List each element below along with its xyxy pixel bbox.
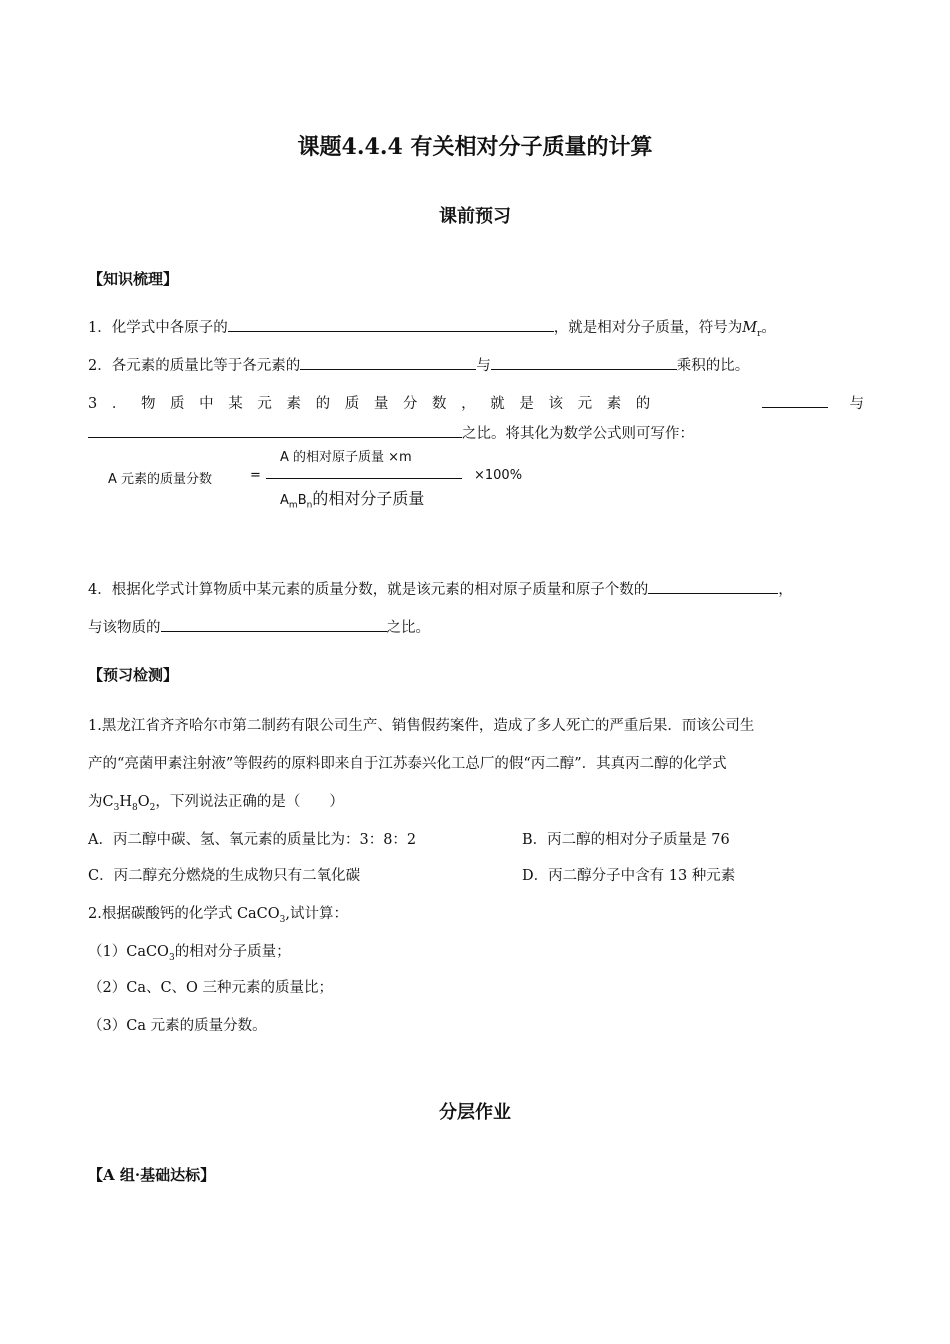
symbol-mr: M [742, 320, 758, 336]
symbol-subscript: r [757, 328, 762, 339]
den-m: m [288, 500, 298, 511]
item-text: 与 [476, 358, 491, 374]
item-text: 之比。将其化为数学公式则可写作： [462, 426, 694, 442]
den-a: A [280, 493, 289, 508]
knowledge-item-2 [88, 354, 749, 375]
question-1-line1: 1.黑龙江省齐齐哈尔市第二制药有限公司生产、销售假药案件，造成了多人死亡的严重后果．而该公司生 [88, 718, 755, 734]
formula-equals: = [250, 468, 261, 483]
formula-lhs: A 元素的质量分数 [108, 472, 213, 487]
knowledge-item-4-line2 [88, 616, 430, 637]
blank[interactable] [161, 617, 387, 632]
item-text: 之比。 [386, 620, 430, 636]
option-c[interactable]: C．丙二醇充分燃烧的生成物只有二氧化碳 [88, 868, 361, 884]
item-text: （1）CaCO [88, 944, 169, 960]
item-text: 与该物质的 [88, 620, 161, 636]
section-knowledge: 【知识梳理】 [88, 270, 179, 288]
knowledge-item-3-line1 [88, 392, 864, 413]
item-text: 的相对分子质量； [174, 944, 291, 960]
item-text: 4．根据化学式计算物质中某元素的质量分数，就是该元素的相对原子质量和原子个数的 [88, 582, 649, 598]
formula-numerator: A 的相对原子质量 ×m [280, 450, 412, 465]
heading-homework [0, 1098, 950, 1124]
formula-times-100: ×100% [474, 468, 523, 483]
subscript: 3 [168, 952, 175, 963]
question-1-line2: 产的“亮菌甲素注射液”等假药的原料即来自于江苏泰兴化工总厂的假“丙二醇”．其真丙二醇的化学式 [88, 756, 727, 772]
blank[interactable] [762, 393, 828, 408]
knowledge-item-4-line1 [88, 578, 793, 599]
knowledge-item-3-line2 [88, 422, 694, 443]
option-b[interactable]: B．丙二醇的相对分子质量是 76 [522, 832, 730, 848]
den-b: B [297, 493, 307, 508]
subscript: 3 [279, 914, 286, 925]
f-h: H [119, 794, 132, 810]
item-text: 化学式中各原子的 [111, 320, 228, 336]
f-h-n: 8 [132, 802, 138, 813]
item-text: 乘积的比。 [676, 358, 750, 374]
question-2-part-1 [88, 940, 291, 963]
section-group-a: 【A 组·基础达标】 [88, 1166, 216, 1184]
item-text: ，下列说法正确的是（ ） [155, 794, 344, 810]
f-o: O [137, 794, 150, 810]
blank[interactable] [491, 355, 677, 370]
formula-denominator [280, 486, 424, 511]
den-n: n [306, 500, 313, 511]
question-2-part-3: （3）Ca 元素的质量分数。 [88, 1018, 267, 1034]
heading-preview [0, 202, 950, 228]
blank[interactable] [88, 423, 462, 438]
f-c-n: 3 [113, 802, 120, 813]
item-text: ,试计算： [285, 906, 349, 922]
f-o-n: 2 [149, 802, 156, 813]
item-text: 各元素的质量比等于各元素的 [111, 358, 301, 374]
page-title [0, 130, 950, 161]
question-2-part-2: （2）Ca、C、O 三种元素的质量比； [88, 980, 334, 996]
knowledge-item-1 [88, 316, 776, 339]
heading-preview-text: 课前预习 [439, 206, 511, 227]
den-text: 的相对分子质量 [312, 489, 425, 508]
item-text: 为 [88, 794, 103, 810]
option-a[interactable]: A．丙二醇中碳、氢、氧元素的质量比为：3：8：2 [88, 832, 417, 848]
page-title-text: 课题4.4.4 有关相对分子质量的计算 [297, 134, 653, 160]
item-text: ， [778, 582, 793, 598]
heading-homework-text: 分层作业 [439, 1102, 511, 1123]
blank[interactable] [228, 317, 554, 332]
f-c: C [102, 794, 114, 810]
item-text: 与 [849, 396, 864, 412]
fraction-bar [266, 478, 462, 479]
blank[interactable] [648, 579, 778, 594]
item-text: 3 ． 物 质 中 某 元 素 的 质 量 分 数 ， 就 是 该 元 素 的 [88, 396, 651, 412]
question-1-line3 [88, 790, 344, 813]
item-number: 2． [88, 358, 112, 374]
item-text: ，就是相对分子质量，符号为 [553, 320, 743, 336]
item-text: 。 [761, 320, 776, 336]
chemical-formula [102, 794, 156, 813]
section-check: 【预习检测】 [88, 666, 179, 684]
item-text: 2.根据碳酸钙的化学式 CaCO [88, 906, 280, 922]
option-d[interactable]: D．丙二醇分子中含有 13 种元素 [522, 868, 736, 884]
item-number: 1． [88, 320, 112, 336]
question-2-stem [88, 902, 348, 925]
blank[interactable] [300, 355, 476, 370]
